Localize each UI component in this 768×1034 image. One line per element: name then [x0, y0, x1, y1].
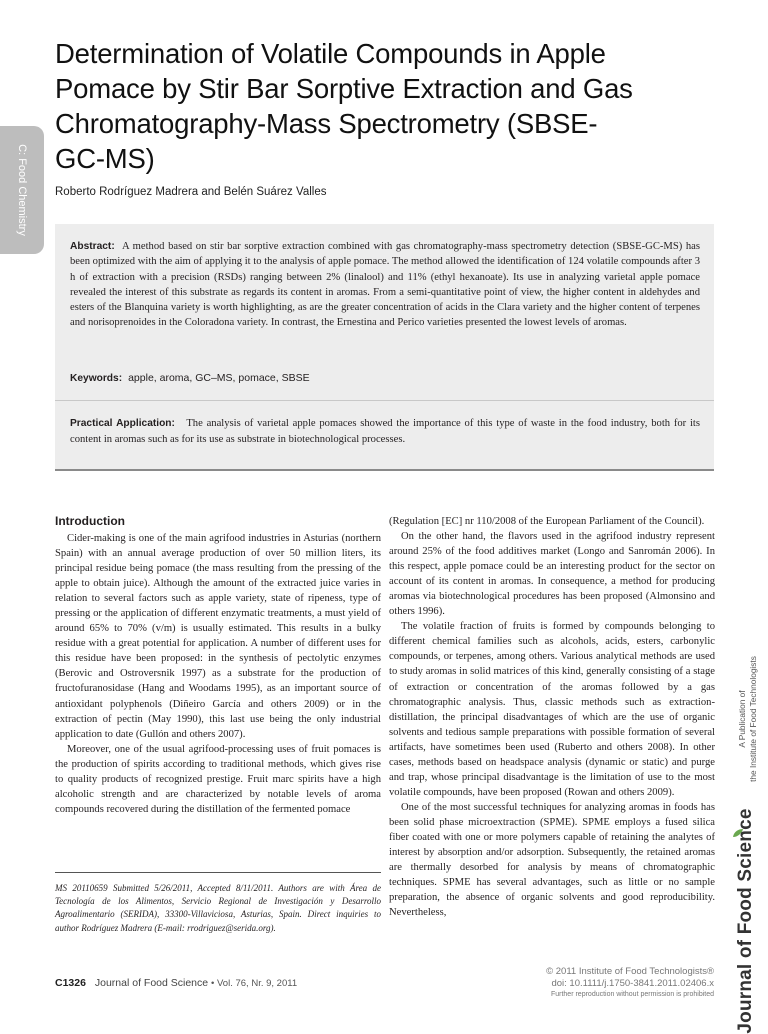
footer-copyright [546, 966, 714, 1000]
section-heading: Introduction [55, 514, 125, 528]
volume-info: • Vol. 76, Nr. 9, 2011 [211, 978, 298, 989]
article-title: Determination of Volatile Compounds in Apple Pomace by Stir Bar Sorptive Extraction and Gas Chromatography-Mass Spectrometry (SBSE-GC-MS) [55, 38, 633, 174]
practical-label: Practical Application: [70, 418, 175, 429]
paragraph: On the other hand, the flavors used in the agrifood industry represent around 25% of the food additives market (Longo and Sanromán 2006). In this respect, apple pomace could be an interesting product for the sector on account of its content in aromas. In consequence, a method for producing aromas via biotechnological procedures has been proposed (Almonsino and others 1996). [389, 531, 715, 618]
paragraph: Cider-making is one of the main agrifood industries in Asturias (northern Spain) with an annual average production of over 50 million liters, its principal residue being pomace (the mass resulting from the pressing of the apple to obtain juice). Although the amount of the extracted juice varies in relation to several factors such as apple variety, state of ripeness, type of pressing or the application of different enzymatic treatments, a must yield of around 65% to 70% (v/m) is usually estimated. This results in a bulky residue with a great potential for application. A number of different uses for this residue have been proposed: in the synthesis of pectolytic enzymes (Berovic and Ostroversnik 1997) as a substrate for the production of fructofuranosidase (Hang and Woodams 1995), as an important source of antioxidant polyphenols (Diñeiro García and others 2009) or in the extraction of pectin (May 1990), this last use being the only industrial application to date (Gullón and others 2007). [55, 533, 381, 740]
right-column [389, 514, 715, 920]
publisher-note [737, 656, 759, 782]
article-authors: Roberto Rodríguez Madrera and Belén Suárez Valles [55, 186, 327, 198]
footer-citation [55, 977, 297, 989]
section-label: C: Food Chemistry [16, 144, 28, 236]
keywords-label: Keywords: [70, 373, 123, 384]
publisher-line: the Institute of Food Technologists [748, 656, 758, 782]
abstract-body: A method based on stir bar sorptive extraction combined with gas chromatography-mass spectrometry detection (SBSE-GC-MS) has been optimized with the aim of applying it to the analysis of apple pomace. The method allowed the identification of 124 volatile compounds after 3 h of extraction with a precision (RSDs) ranging between 2% (linalool) and 11% (ethyl hexanoate). Its use in analyzing varietal apple pomace revealed the interest of this substrate as regards its content in aromas. From a semi-quantitative point of view, the higher content in aldehydes and esters of the Blanquina variety is worth highlighting, as are the greater concentration of acids in the Clara variety and the higher content of terpenes and norisoprenoides in the Coloradona variety. In contrast, the Ernestina and Perico varieties presented the lowest levels of aromas. [70, 241, 700, 329]
page-number: C1326 [55, 977, 86, 989]
permission-note: Further reproduction without permission is prohibited [550, 991, 714, 998]
practical-body: The analysis of varietal apple pomaces showed the importance of this type of waste in the food industry, both for its content in aromas such as for its use as substrate in biotechnological processes. [70, 418, 700, 445]
practical-application [70, 416, 700, 447]
copyright: © 2011 Institute of Food Technologists® [546, 966, 714, 977]
footnote-divider [55, 872, 381, 873]
paragraph: The volatile fraction of fruits is formed by compounds belonging to different chemical families such as alcohols, acids, esters, carbonylic compounds, or terpenes, among others. Various analytical methods are used to study aromas in solid matrices of this kind, generally consisting of a stage of extraction or concentration of the aromas followed by a gas chromatographic analysis. Thus, classic methods such as extraction-distillation, the principal disadvantages of which are the use of organic solvents and tedious sample preparations with possible formation of several artifacts, have sometimes been used (Ruberto and others 2008). In other cases, methods based on headspace analysis (dynamic or static) and purge and trap, whose principal disadvantage is the limitation of use to the most volatile compounds, have been proposed (Rowan and others 2009). [389, 621, 715, 798]
publisher-line: A Publication of [737, 690, 747, 748]
abstract-label: Abstract: [70, 241, 115, 252]
paragraph: Moreover, one of the usual agrifood-processing uses of fruit pomaces is the production of spirits according to traditional methods, which gives rise to quality products of recognized prestige. Fruit marc spirits have a high alcoholic strength and are characterized by notable levels of aroma compounds recovered during the distillation of the fermented pomace [55, 743, 381, 815]
journal-title: Journal of Food Science [94, 977, 209, 989]
abstract-box [55, 224, 714, 471]
left-column [55, 513, 381, 817]
journal-logo: Journal of Food Science [735, 808, 756, 1034]
keywords [70, 372, 310, 384]
paragraph: (Regulation [EC] nr 110/2008 of the European Parliament of the Council). [389, 516, 705, 527]
abstract-divider [55, 400, 714, 401]
abstract [70, 239, 700, 331]
doi: doi: 10.1111/j.1750-3841.2011.02406.x [551, 978, 714, 989]
paragraph: One of the most successful techniques for analyzing aromas in foods has been solid phase microextraction (SPME). SPME employs a fused silica fiber coated with one or more polymers capable of retaining the analytes of interest by absorption and/or adsorption. Subsequently, the retained aromas are thermally desorbed for analysis by means of chromatographic techniques. SPME has several advantages, such as little or no sample preparation, the absence of organic solvents and good reproducibility. Nevertheless, [389, 801, 715, 919]
keywords-value: apple, aroma, GC–MS, pomace, SBSE [128, 372, 310, 384]
footnote: MS 20110659 Submitted 5/26/2011, Accepted 8/11/2011. Authors are with Área de Tecnología de los Alimentos, Servicio Regional de Investigación y Desarrollo Agroalimentario (SERIDA), 33300-Villaviciosa, Asturias, Spain. Direct inquiries to author Rodríguez Madrera (E-mail: rrodriguez@serida.org). [55, 883, 381, 933]
section-side-tab [0, 126, 44, 254]
